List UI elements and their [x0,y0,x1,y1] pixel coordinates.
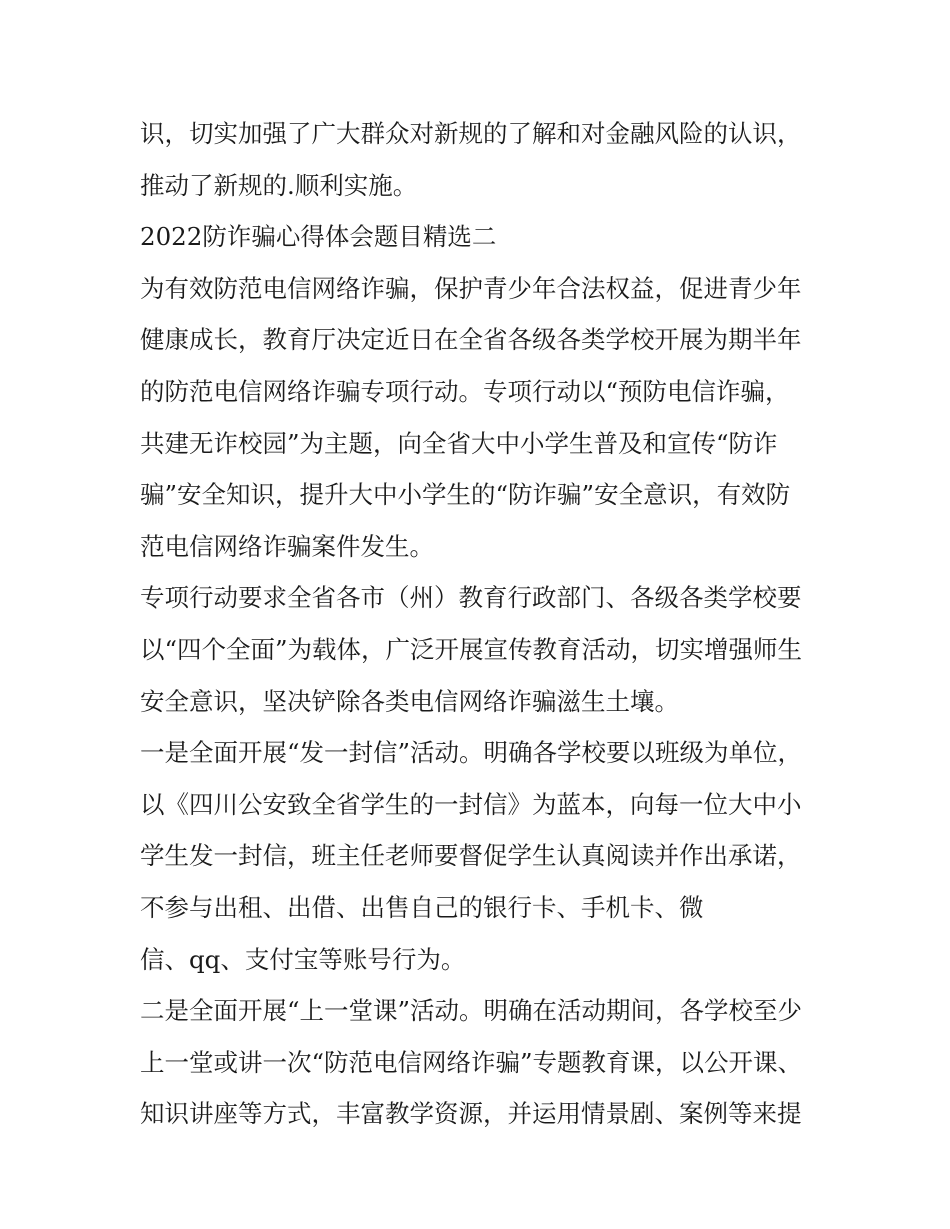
text-line: 以“四个全面”为载体，广泛开展宣传教育活动，切实增强师生 [140,634,803,664]
text-line: 骗”安全知识，提升大中小学生的“防诈骗”安全意识，有效防 [140,480,791,510]
text-line: 范电信网络诈骗案件发生。 [140,531,434,561]
text-line: 不参与出租、出借、出售自己的银行卡、手机卡、微 [140,892,704,922]
text-line: 安全意识，坚决铲除各类电信网络诈骗滋生土壤。 [140,686,679,716]
text-line: 知识讲座等方式，丰富教学资源，并运用情景剧、案例等来提 [140,1099,802,1129]
text-line: 的防范电信网络诈骗专项行动。专项行动以“预防电信诈骗， [140,376,790,406]
text-line: 为有效防范电信网络诈骗，保护青少年合法权益，促进青少年 [140,273,802,303]
text-line: 上一堂或讲一次“防范电信网络诈骗”专题教育课，以公开课、 [140,1047,803,1077]
text-line: 推动了新规的.顺利实施。 [140,170,418,200]
text-line: 识，切实加强了广大群众对新规的了解和对金融风险的认识， [140,119,802,148]
text-line: 信、qq、支付宝等账号行为。 [140,944,466,974]
text-line: 学生发一封信，班主任老师要督促学生认真阅读并作出承诺， [140,841,802,871]
text-line: 一是全面开展“发一封信”活动。明确各学校要以班级为单位， [140,738,803,768]
text-line: 以《四川公安致全省学生的一封信》为蓝本，向每一位大中小 [140,789,802,819]
document-body [140,108,840,1140]
text-line: 专项行动要求全省各市（州）教育行政部门、各级各类学校要 [140,583,802,613]
text-line: 健康成长，教育厅决定近日在全省各级各类学校开展为期半年 [140,325,802,355]
section-heading: 2022防诈骗心得体会题目精选二 [140,222,497,252]
text-line: 共建无诈校园”为主题，向全省大中小学生普及和宣传“防诈 [140,428,778,458]
text-line: 二是全面开展“上一堂课”活动。明确在活动期间，各学校至少 [140,996,803,1026]
